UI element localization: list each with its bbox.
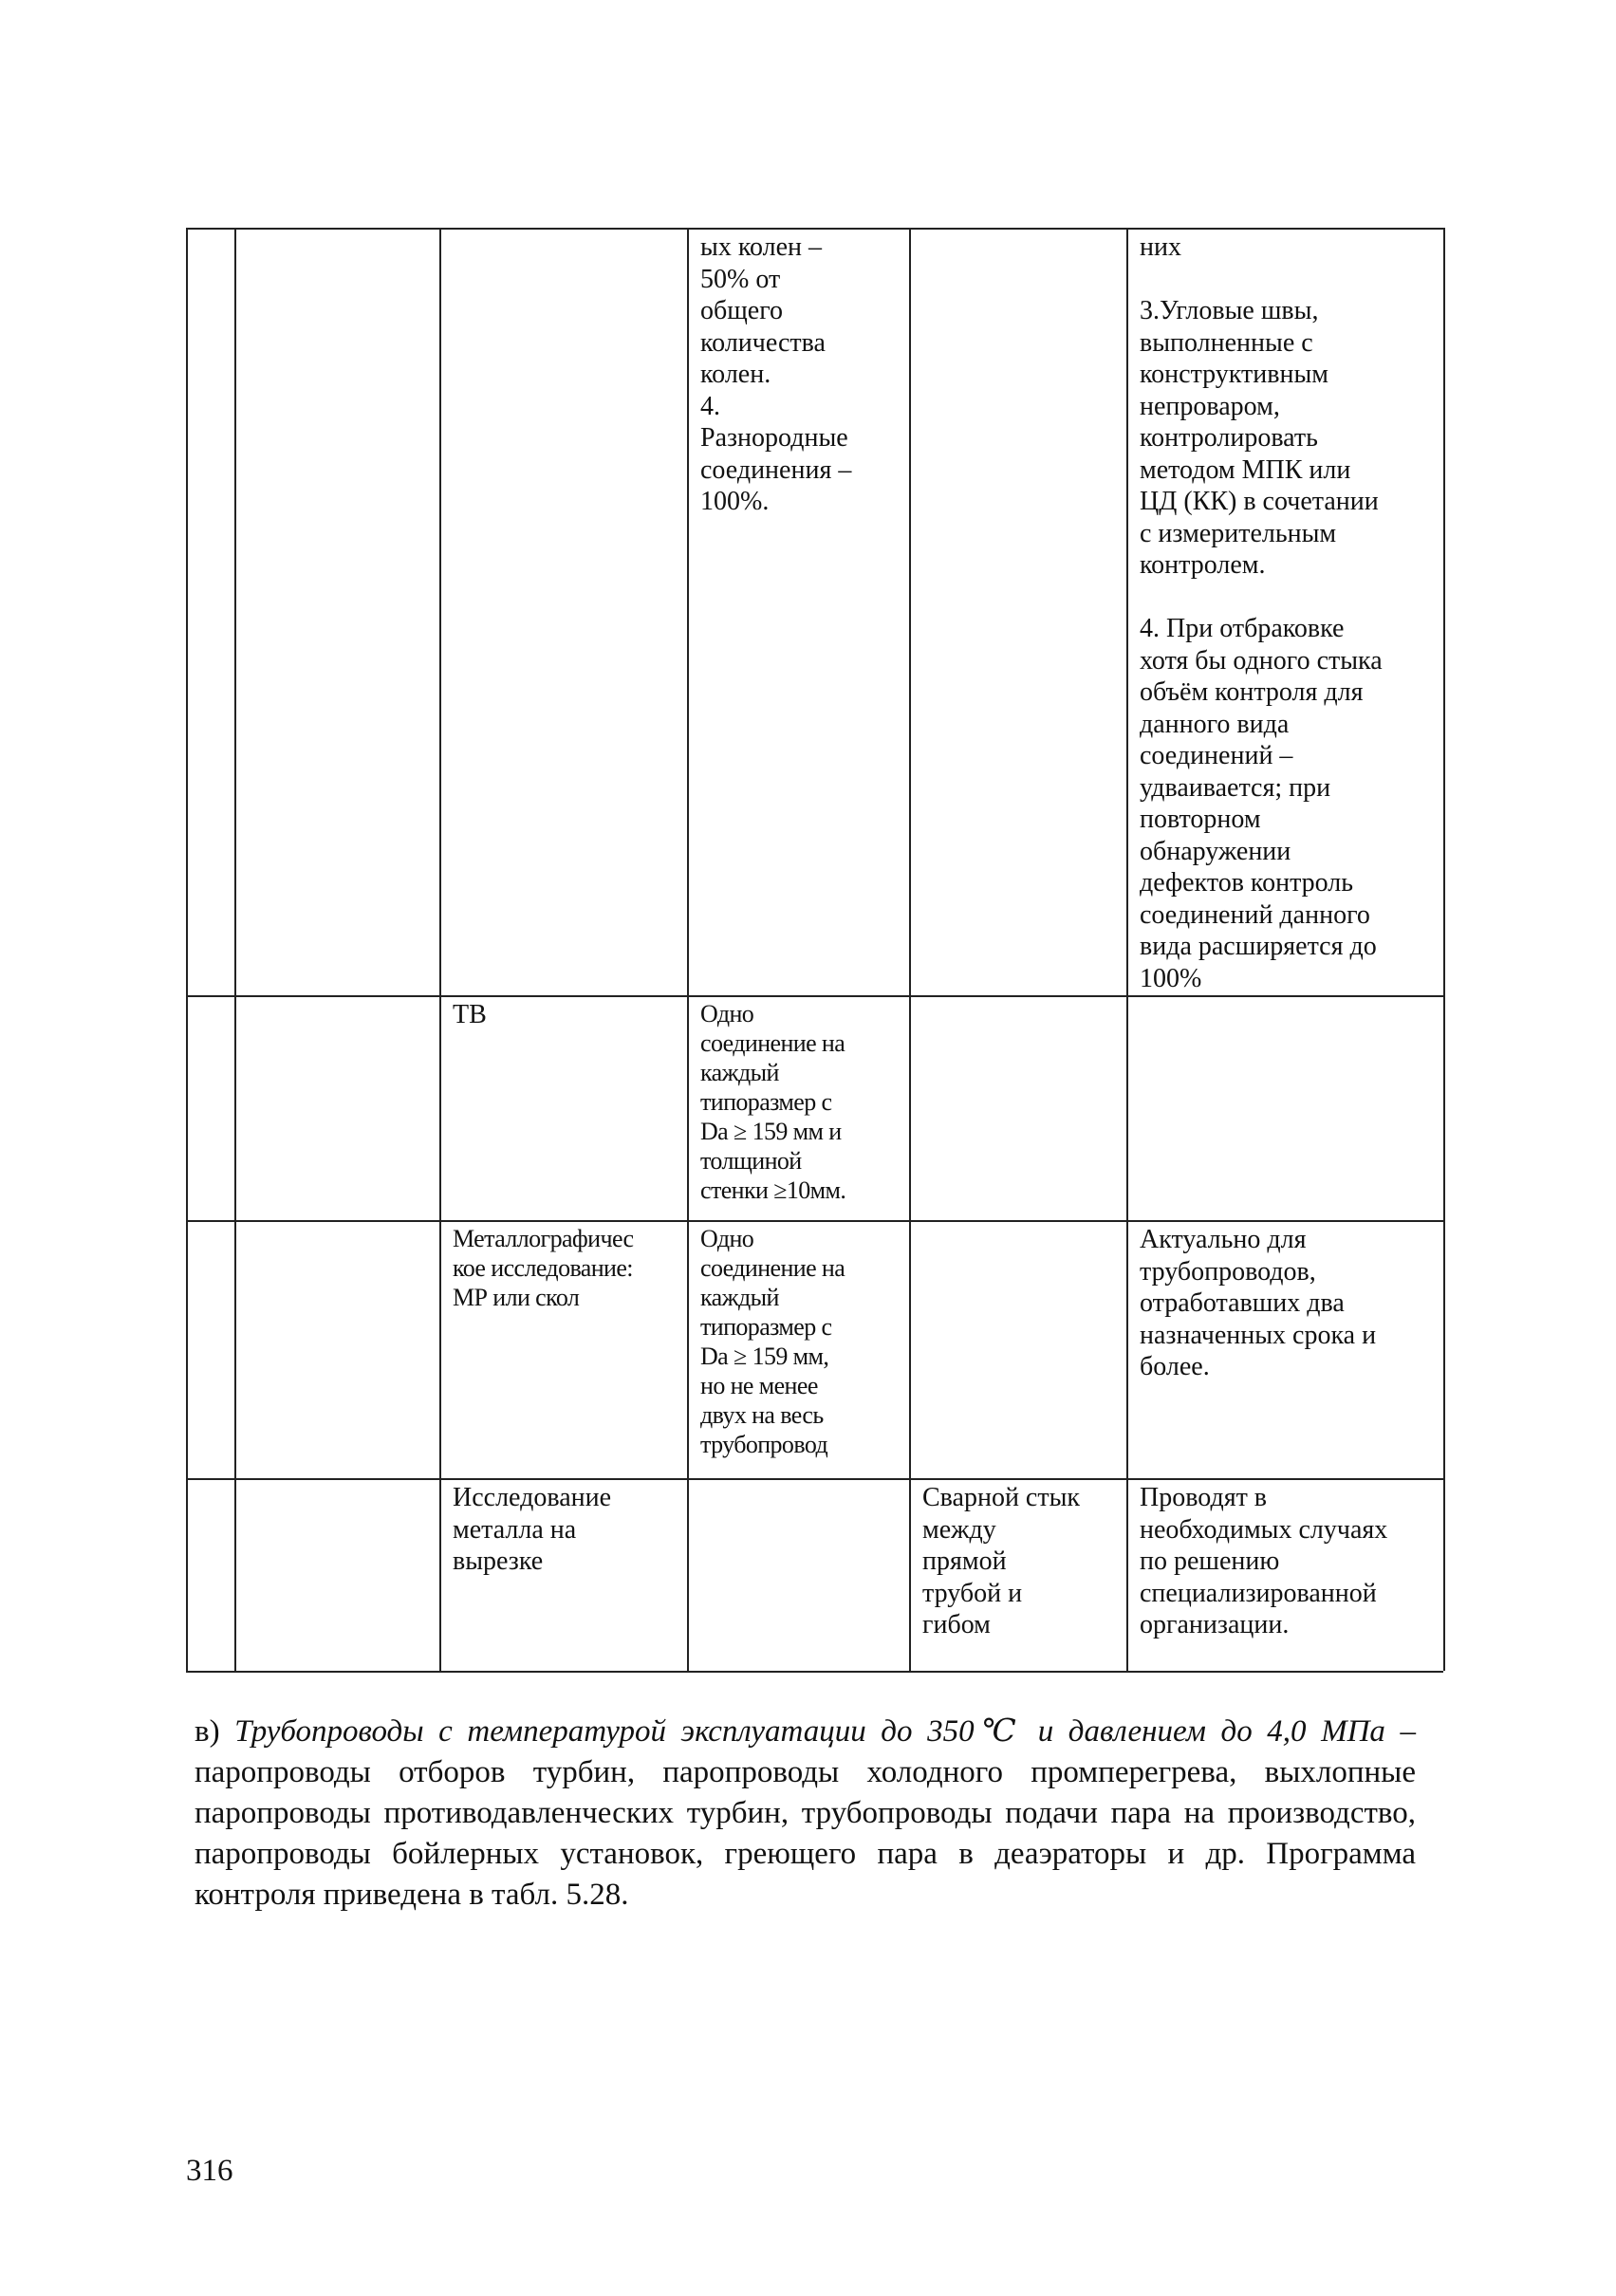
table-cell bbox=[440, 229, 688, 996]
table-cell bbox=[235, 1221, 440, 1479]
table-cell: них 3.Угловые швы, выполненные с конструктивным непроваром, контролировать методом МПК или ЦД (КК) в сочетании с измерительным контролем. 4. При отбраковке хотя бы одного стыка объём контроля для данного вида соединений – удваивается; при повторном обнаружении дефектов контроль соединений данного вида расширяется до 100% bbox=[1127, 229, 1444, 996]
paragraph-text: – паропроводы отборов турбин, паропроводы холодного промперегрева, выхлопные паропроводы противодавленческих турбин, трубопроводы подачи пара на производство, паропроводы бойлерных установок, греющего пара в деаэраторы и др. Программа контроля приведена в табл. 5.28. bbox=[195, 1714, 1416, 1912]
table-row bbox=[187, 229, 1444, 996]
table-row bbox=[187, 1221, 1444, 1479]
body-paragraph bbox=[195, 1712, 1416, 1916]
table-cell bbox=[187, 996, 235, 1221]
table-cell bbox=[235, 996, 440, 1221]
table-cell: Одно соединение на каждый типоразмер с Da ≥ 159 мм и толщиной стенки ≥10мм. bbox=[688, 996, 910, 1221]
table-cell bbox=[187, 229, 235, 996]
table-cell bbox=[235, 1479, 440, 1671]
table-cell bbox=[235, 229, 440, 996]
table-cell: Металлографичес кое исследование: МР или скол bbox=[440, 1221, 688, 1479]
table-cell: Проводят в необходимых случаях по решению специализированной организации. bbox=[1127, 1479, 1444, 1671]
table-cell: Исследование металла на вырезке bbox=[440, 1479, 688, 1671]
paragraph-italic-heading: Трубопроводы с температурой эксплуатации до 350℃ и давлением до 4,0 МПа bbox=[234, 1714, 1385, 1749]
table-cell bbox=[910, 1221, 1127, 1479]
table-cell: ТВ bbox=[440, 996, 688, 1221]
table-cell: Одно соединение на каждый типоразмер с Da ≥ 159 мм, но не менее двух на весь трубопровод bbox=[688, 1221, 910, 1479]
table-cell bbox=[187, 1221, 235, 1479]
table-cell: Сварной стык между прямой трубой и гибом bbox=[910, 1479, 1127, 1671]
page-number: 316 bbox=[186, 2154, 233, 2188]
table-cell bbox=[1127, 996, 1444, 1221]
control-program-table bbox=[186, 228, 1445, 1671]
paragraph-prefix: в) bbox=[195, 1714, 235, 1749]
table-cell bbox=[910, 229, 1127, 996]
table-row bbox=[187, 1479, 1444, 1671]
table-cell: Актуально для трубопроводов, отработавших два назначенных срока и более. bbox=[1127, 1221, 1444, 1479]
table-cell bbox=[187, 1479, 235, 1671]
table-cell: ых колен – 50% от общего количества колен. 4. Разнородные соединения – 100%. bbox=[688, 229, 910, 996]
table-cell bbox=[688, 1479, 910, 1671]
table-cell bbox=[910, 996, 1127, 1221]
table-bottom-rule bbox=[186, 1671, 1443, 1673]
table-row bbox=[187, 996, 1444, 1221]
